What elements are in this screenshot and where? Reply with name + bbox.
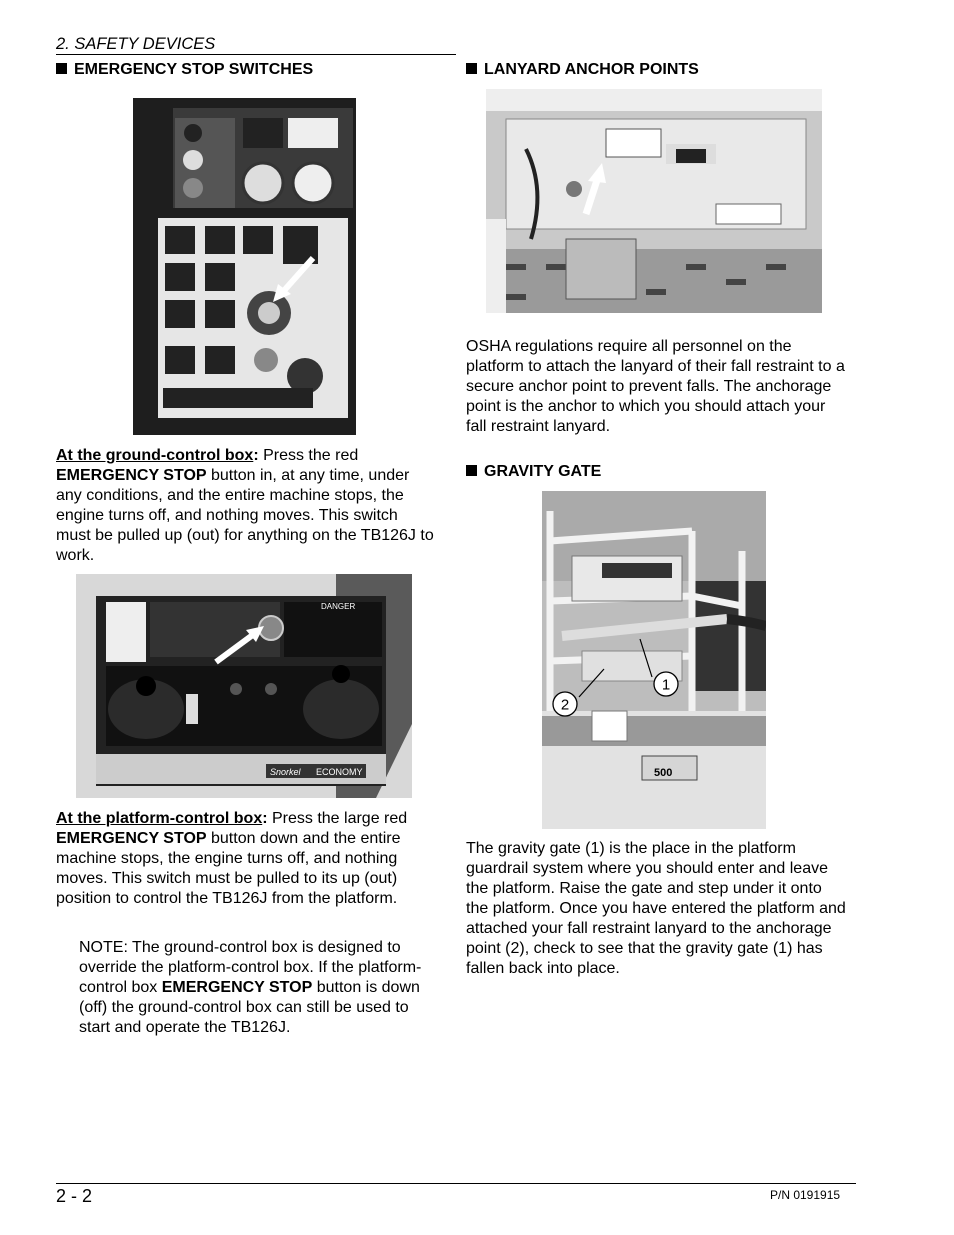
ground-control-paragraph: At the ground-control box: Press the red EMERGENCY STOP button in, at any time, under any conditions, and the entire machine stops, the engine turns off, and nothing moves. This switch must be pulled up (out) for anything on the TB126J to work. [56,447,434,564]
platform-control-paragraph: At the platform-control box: Press the large red EMERGENCY STOP button down and the entire machine stops, the engine turns off, and nothing moves. This switch must be pulled to its up (out) position to control the TB126J from the platform. [56,810,408,907]
lanyard-anchor-photo [486,89,822,313]
bullet-square-icon [56,63,67,74]
gravity-gate-heading: GRAVITY GATE [466,462,601,482]
ground-control-box-photo [133,98,356,435]
bullet-square-icon [466,63,477,74]
callout-2: 2 [560,696,570,714]
svg-text:Snorkel: Snorkel [270,767,301,777]
platform-control-box-photo [76,574,412,798]
danger-label: DANGER [321,602,356,611]
gravity-gate-photo [542,491,766,829]
lanyard-heading: LANYARD ANCHOR POINTS [466,60,699,80]
section-title: 2. SAFETY DEVICES [56,34,456,55]
emergency-stop-heading: EMERGENCY STOP SWITCHES [56,60,313,80]
page-number: 2 - 2 [56,1186,93,1206]
lanyard-paragraph: OSHA regulations require all personnel on the platform to attach the lanyard of their fall restraint to a secure anchor point to prevent falls. The anchorage point is the anchor to which you should attach your fall restraint lanyard. [466,338,845,435]
note-paragraph: NOTE: The ground-control box is designed to override the platform-control box. If the platform-control box EMERGENCY STOP button is down (off) the ground-control box can still be used to start and operate the TB126J. [79,939,422,1036]
part-number: P/N 0191915 [770,1188,841,1202]
svg-text:500: 500 [654,767,673,779]
gravity-gate-paragraph: The gravity gate (1) is the place in the platform guardrail system where you should enter and leave the platform. Raise the gate and step under it onto the platform. Once you have entered the platform and attached your fall restraint lanyard to the anchorage point (2), check to see that the gravity gate (1) has fallen back into place. [466,840,846,977]
svg-text:ECONOMY: ECONOMY [316,767,363,777]
footer-rule [56,1183,856,1184]
callout-1: 1 [661,676,671,694]
bullet-square-icon [466,465,477,476]
